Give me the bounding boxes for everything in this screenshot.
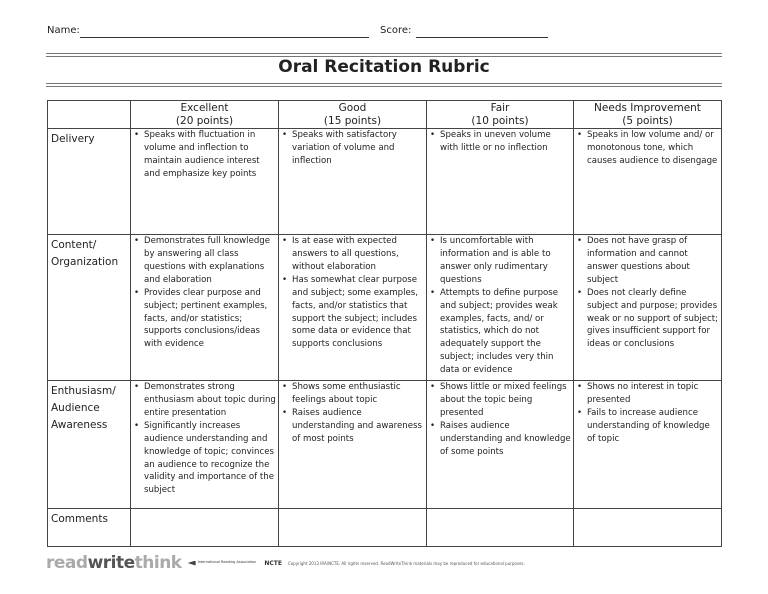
criteria-item: • Demonstrates full knowledge by answering all class questions with explanations and elaboration	[133, 235, 276, 287]
rubric-cell	[574, 235, 722, 381]
column-name: Excellent	[180, 102, 229, 114]
criteria-item: • Significantly increases audience understanding and knowledge of topic; convinces an audience to recognize the validity and importance of the subject	[133, 420, 276, 497]
rubric-header-row	[48, 101, 722, 129]
row-label: Comments	[48, 509, 131, 547]
criteria-list	[281, 381, 424, 445]
row-label: Enthusiasm/ Audience Awareness	[48, 381, 131, 509]
readwritethink-logo: readwritethink	[46, 553, 182, 573]
criteria-item: • Shows no interest in topic presented	[576, 381, 719, 407]
row-label: Delivery	[48, 129, 131, 235]
criteria-list	[133, 235, 276, 351]
criteria-item: • Speaks with satisfactory variation of volume and inflection	[281, 129, 424, 168]
score-field[interactable]	[416, 37, 548, 38]
rubric-cell	[427, 129, 574, 235]
ira-logo: International Reading Association	[188, 561, 257, 566]
criteria-list	[281, 129, 424, 168]
rubric-row	[48, 509, 722, 547]
criteria-list	[133, 381, 276, 497]
page-title: Oral Recitation Rubric	[278, 57, 490, 77]
rubric-row	[48, 129, 722, 235]
criteria-list	[429, 381, 571, 458]
criteria-item: • Does not clearly define subject and purpose; provides weak or no support of subject; gives insufficient support for ideas or conclusions	[576, 287, 719, 351]
column-header-0	[131, 101, 279, 129]
criteria-item: • Shows little or mixed feelings about the topic being presented	[429, 381, 571, 420]
column-name: Fair	[490, 102, 510, 114]
rubric-cell	[279, 381, 427, 509]
criteria-item: • Raises audience understanding and knowledge of some points	[429, 420, 571, 459]
divider-top-1	[46, 53, 722, 54]
criteria-item: • Speaks in uneven volume with little or no inflection	[429, 129, 571, 155]
rubric-cell	[427, 381, 574, 509]
criteria-item: • Does not have grasp of information and cannot answer questions about subject	[576, 235, 719, 287]
ira-mark-icon	[188, 561, 196, 566]
criteria-list	[281, 235, 424, 351]
criteria-item: • Is uncomfortable with information and is able to answer only rudimentary questions	[429, 235, 571, 287]
column-points: (15 points)	[323, 115, 382, 128]
criteria-item: • Is at ease with expected answers to all questions, without elaboration	[281, 235, 424, 274]
rubric-row	[48, 235, 722, 381]
footer	[46, 555, 525, 571]
rubric-cell	[574, 509, 722, 547]
rubric-cell	[279, 509, 427, 547]
column-header-3	[574, 101, 722, 129]
criteria-list	[133, 129, 276, 181]
criteria-list	[429, 129, 571, 155]
criteria-list	[576, 129, 719, 168]
rubric-cell	[131, 235, 279, 381]
rubric-cell	[427, 509, 574, 547]
corner-cell	[48, 101, 131, 129]
column-name: Needs Improvement	[594, 102, 701, 114]
criteria-item: • Provides clear purpose and subject; pertinent examples, facts, and/or statistics; supports conclusions/ideas with evidence	[133, 287, 276, 351]
score-label: Score:	[380, 25, 412, 36]
rubric-table	[47, 100, 722, 547]
divider-bottom-1	[46, 83, 722, 84]
divider-bottom-2	[46, 86, 722, 87]
name-field[interactable]	[80, 37, 369, 38]
copyright-text: Copyright 2013 IRA/NCTE. All rights reserved. ReadWriteThink materials may be reproduced for educational purposes.	[287, 560, 525, 566]
ncte-logo: NCTE	[264, 559, 282, 567]
name-label: Name:	[47, 25, 80, 36]
column-points: (5 points)	[622, 115, 673, 128]
criteria-item: • Raises audience understanding and awareness of most points	[281, 407, 424, 446]
criteria-list	[576, 381, 719, 445]
row-label: Content/ Organization	[48, 235, 131, 381]
column-header-2	[427, 101, 574, 129]
column-header-1	[279, 101, 427, 129]
rubric-body	[48, 129, 722, 547]
rubric-cell	[427, 235, 574, 381]
criteria-item: • Speaks with fluctuation in volume and inflection to maintain audience interest and emphasize key points	[133, 129, 276, 181]
rubric-cell	[574, 129, 722, 235]
criteria-list	[429, 235, 571, 377]
rubric-cell	[279, 129, 427, 235]
column-points: (10 points)	[471, 115, 529, 128]
column-points: (20 points)	[175, 115, 234, 128]
rubric-cell	[574, 381, 722, 509]
criteria-item: • Speaks in low volume and/ or monotonous tone, which causes audience to disengage	[576, 129, 719, 168]
rubric-cell	[279, 235, 427, 381]
criteria-item: • Demonstrates strong enthusiasm about topic during entire presentation	[133, 381, 276, 420]
criteria-item: • Attempts to define purpose and subject; provides weak examples, facts, and/ or statistics, which do not adequately support the subject; includes very thin data or evidence	[429, 287, 571, 377]
rubric-cell	[131, 509, 279, 547]
criteria-list	[576, 235, 719, 351]
column-name: Good	[338, 102, 367, 114]
rubric-row	[48, 381, 722, 509]
criteria-item: • Shows some enthusiastic feelings about topic	[281, 381, 424, 407]
criteria-item: • Has somewhat clear purpose and subject; some examples, facts, and/or statistics that support the subject; includes some data or evidence that supports conclusions	[281, 274, 424, 351]
rubric-cell	[131, 129, 279, 235]
criteria-item: • Fails to increase audience understanding of knowledge of topic	[576, 407, 719, 446]
rubric-cell	[131, 381, 279, 509]
